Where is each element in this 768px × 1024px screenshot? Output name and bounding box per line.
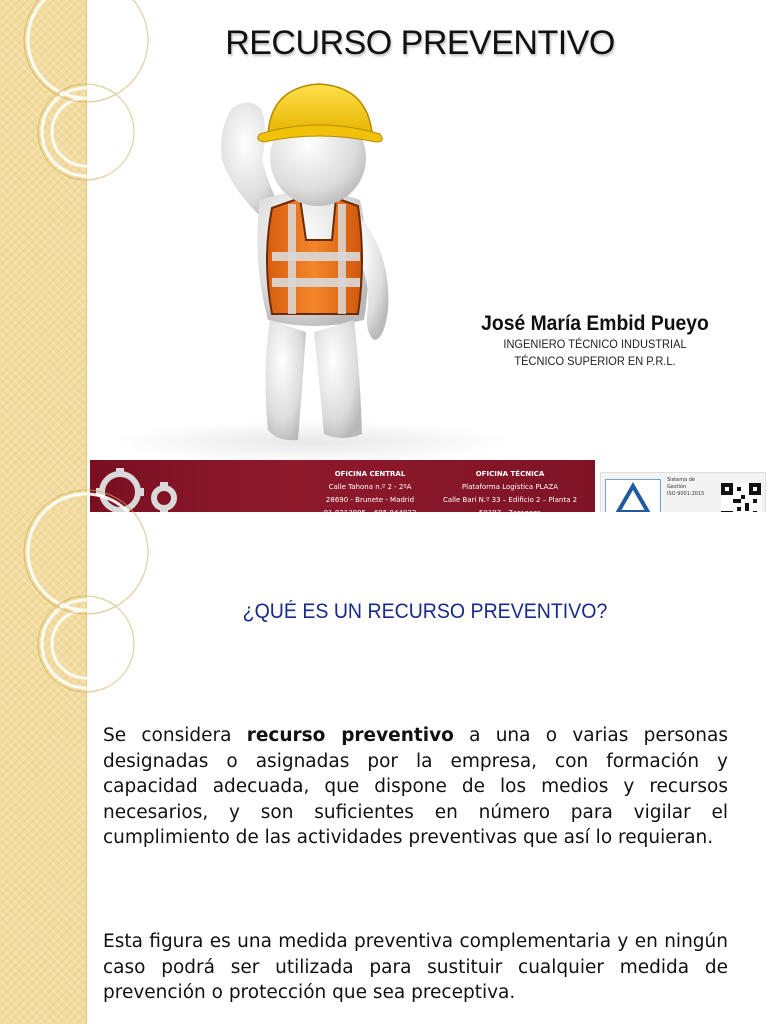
worker-figure-icon	[92, 70, 532, 460]
author-name: José María Embid Pueyo	[481, 312, 709, 335]
office-central-line: Calle Tahona n.º 2 - 2ºA	[328, 483, 412, 491]
office-central-title: OFICINA CENTRAL	[334, 470, 406, 478]
slide-2	[0, 512, 768, 1024]
decorative-strip	[0, 512, 87, 1024]
author-role-1: INGENIERO TÉCNICO INDUSTRIAL	[503, 337, 687, 351]
certificate-text	[667, 477, 719, 498]
author-block	[430, 312, 760, 370]
cert-line: Gestión	[667, 484, 687, 490]
cert-line: Sistema de	[667, 477, 695, 483]
complement-paragraph: Esta figura es una medida preventiva complementaria y en ningún caso podrá ser utilizada para sustituir cualquier medida de prevención o protección que sea preceptiva.	[103, 931, 728, 1003]
definition-paragraph	[103, 723, 728, 851]
office-tecnica-line: Plataforma Logística PLAZA	[461, 483, 559, 491]
decorative-circles-icon	[0, 512, 86, 1024]
para-1-start: Se considera	[103, 725, 247, 746]
para-1-end: a una o varias personas designadas o asignadas por la empresa, con formación y capacidad adecuada, que dispone de los medios y recursos necesarios, y son suficientes en número para vigilar el cumplimiento de las actividades preventivas que así lo requieran.	[103, 725, 728, 848]
decorative-circles-icon	[0, 0, 86, 512]
cert-line: ISO 9001:2015	[667, 491, 705, 497]
worker-illustration	[92, 70, 532, 460]
office-central-line: 28690 - Brunete - Madrid	[325, 496, 415, 504]
author-role-2: TÉCNICO SUPERIOR EN P.R.L.	[514, 354, 676, 368]
office-tecnica-line: Calle Bari N.º 33 – Edificio 2 – Planta 2	[442, 496, 578, 504]
slide-title: RECURSO PREVENTIVO	[225, 24, 615, 62]
decorative-strip	[0, 0, 87, 512]
section-title: ¿QUÉ ES UN RECURSO PREVENTIVO?	[242, 600, 608, 623]
para-1-bold: recurso preventivo	[246, 725, 454, 746]
office-tecnica-title: OFICINA TÉCNICA	[475, 470, 545, 478]
